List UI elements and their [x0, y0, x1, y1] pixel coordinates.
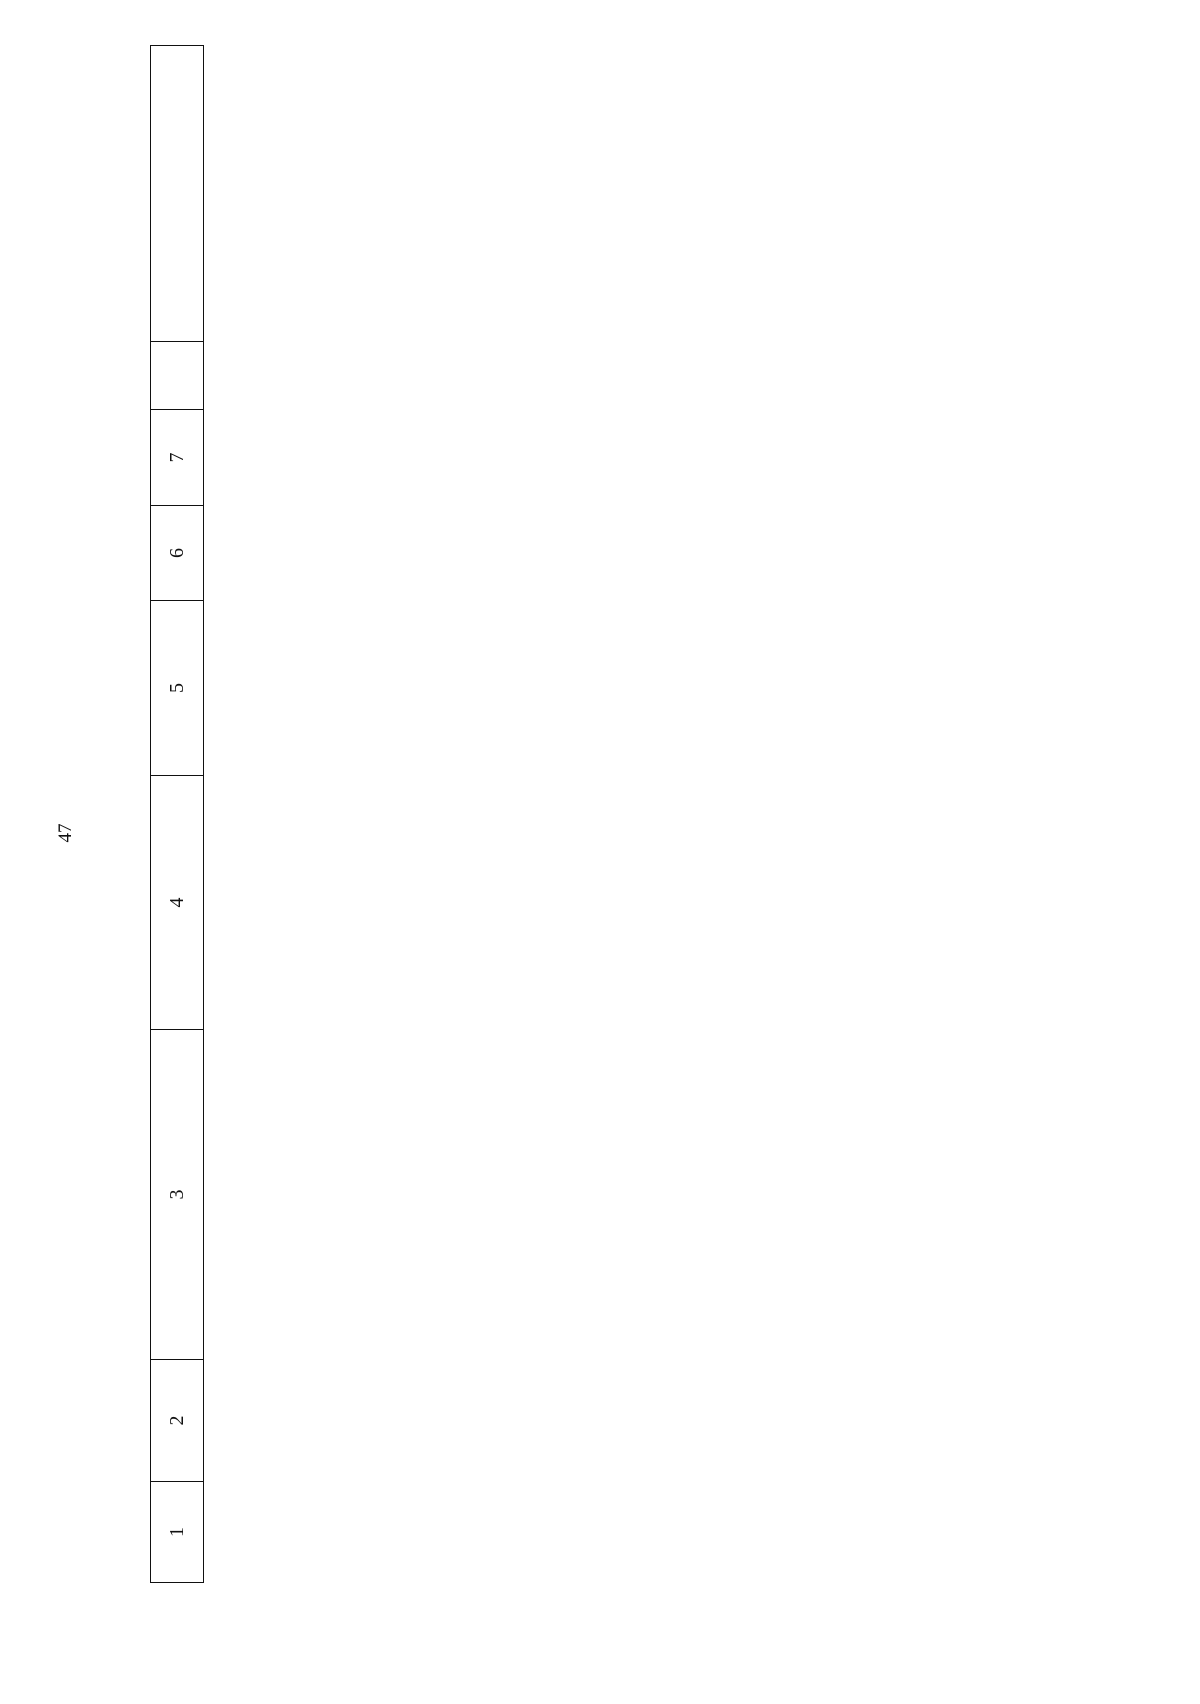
header-col-4: 4 [151, 776, 204, 1030]
header-col-8 [151, 342, 204, 410]
header-row [151, 46, 204, 1583]
header-col-7: 7 [151, 410, 204, 506]
header-col-2: 2 [151, 1360, 204, 1482]
continuation-cell [204, 601, 439, 776]
continuation-cell [204, 1030, 439, 1360]
header-col-5: 5 [151, 601, 204, 776]
header-col-9 [151, 46, 204, 342]
continuation-row [204, 46, 439, 1583]
continuation-cell [204, 1482, 439, 1583]
continuation-cell [204, 46, 439, 342]
continuation-cell [204, 506, 439, 601]
continuation-cell [204, 1360, 439, 1482]
budget-table [150, 45, 438, 1583]
header-col-3: 3 [151, 1030, 204, 1360]
header-col-1: 1 [151, 1482, 204, 1583]
header-col-6: 6 [151, 506, 204, 601]
page-number: 47 [55, 823, 76, 843]
rotated-table-container [150, 46, 1065, 1583]
continuation-cell [204, 776, 439, 1030]
continuation-cell [204, 410, 439, 506]
continuation-cell [204, 342, 439, 410]
